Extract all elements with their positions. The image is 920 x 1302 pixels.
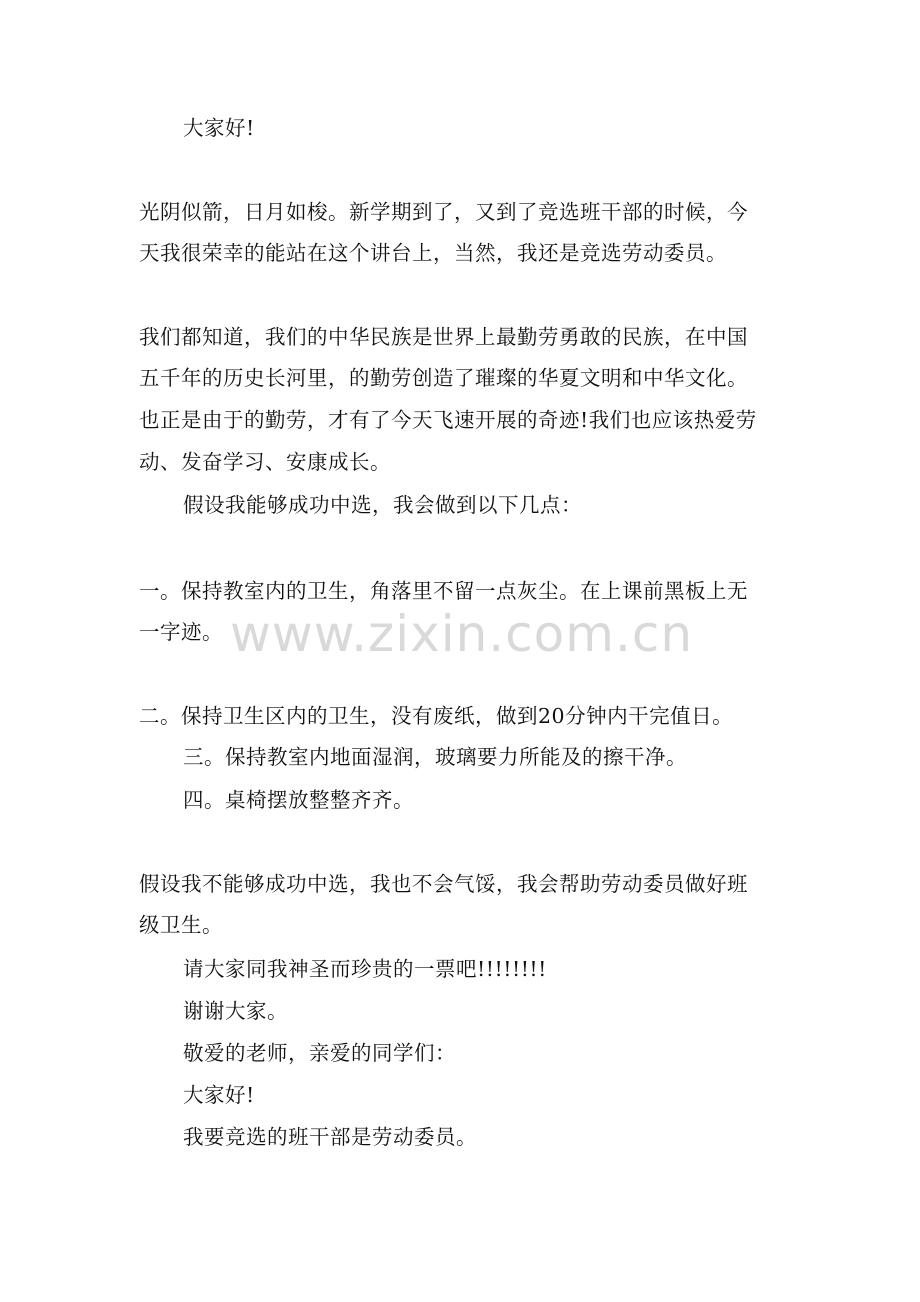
paragraph-line: 光阴似箭，日月如梭。新学期到了，又到了竞选班干部的时候，今 [139, 200, 748, 224]
watermark: www.zixin.com.cn [230, 605, 694, 663]
salutation-line: 敬爱的老师，亲爱的同学们： [183, 1041, 456, 1065]
paragraph-line: 动、发奋学习、安康成长。 [139, 450, 391, 474]
paragraph-line: 也正是由于的勤劳，才有了今天飞速开展的奇迹!我们也应该热爱劳 [139, 408, 757, 432]
paragraph-line: 我要竞选的班干部是劳动委员。 [183, 1125, 477, 1149]
list-item-line: 一字迹。 [139, 620, 223, 644]
greeting-line: 大家好! [183, 116, 255, 140]
paragraph-line: 我们都知道，我们的中华民族是世界上最勤劳勇敢的民族，在中国 [139, 325, 748, 349]
paragraph-line: 谢谢大家。 [183, 999, 288, 1023]
paragraph-line: 请大家同我神圣而珍贵的一票吧!!!!!!!! [183, 957, 547, 981]
greeting-line: 大家好! [183, 1083, 255, 1107]
list-item-line: 四。桌椅摆放整整齐齐。 [183, 788, 414, 812]
paragraph-line: 假设我不能够成功中选，我也不会气馁，我会帮助劳动委员做好班 [139, 872, 748, 896]
list-item-line: 一。保持教室内的卫生，角落里不留一点灰尘。在上课前黑板上无 [139, 579, 748, 603]
list-item-line: 二。保持卫生区内的卫生，没有废纸，做到20分钟内干完值日。 [139, 704, 734, 728]
paragraph-line: 假设我能够成功中选，我会做到以下几点： [183, 493, 582, 517]
paragraph-line: 级卫生。 [139, 913, 223, 937]
list-item-line: 三。保持教室内地面湿润，玻璃要力所能及的擦干净。 [183, 745, 687, 769]
paragraph-line: 五千年的历史长河里，的勤劳创造了璀璨的华夏文明和中华文化。 [139, 366, 748, 390]
paragraph-line: 天我很荣幸的能站在这个讲台上，当然，我还是竞选劳动委员。 [139, 241, 727, 265]
